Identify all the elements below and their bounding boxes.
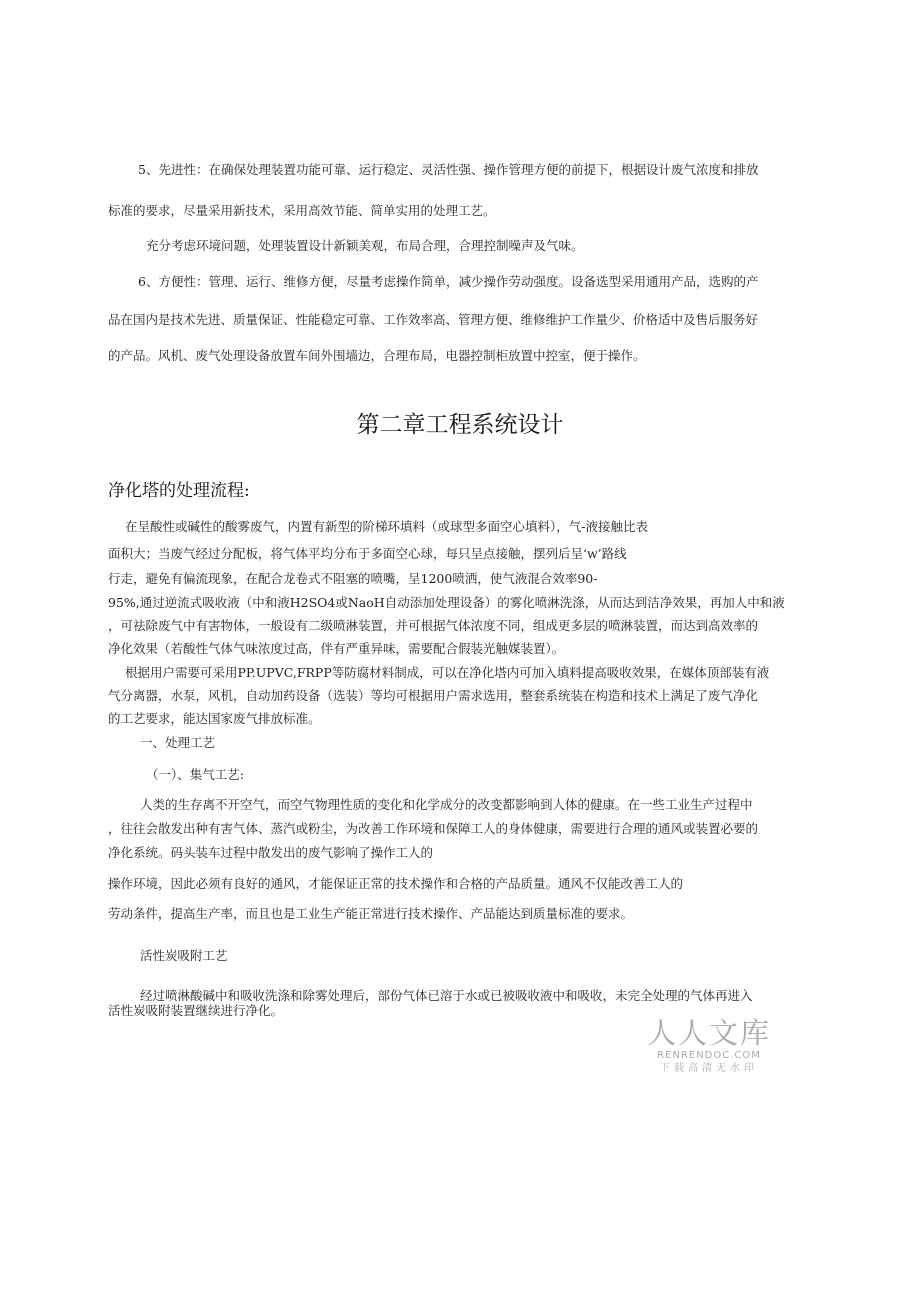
watermark-title: 人人文库 [646,1016,771,1050]
paragraph-process-line-5: ，可祛除废气中有害物体，一般设有二级喷淋装置，并可根据气体浓度不同，组成更多层的喷淋装置，而达到高效率的 [108,618,759,633]
paragraph-process-line-3: 行走，避免有偏流现象，在配合龙卷式不阻塞的喷嘴，呈1200喷洒，使气液混合效率90- [108,571,598,586]
watermark-subtitle: 下载高清无水印 [660,1063,758,1074]
paragraph-process-line-6: 净化效果（若酸性气体气味浓度过高，伴有严重异味，需要配合假装光触媒装置）。 [108,641,565,656]
heading-process: 一、处理工艺 [140,735,216,750]
paragraph-air-line-5: 劳动条件，提高生产率，而且也是工业生产能正常进行技术操作、产品能达到质量标准的要求。 [108,906,634,921]
paragraph-materials-line-3: 的工艺要求，能达国家废气排放标准。 [108,711,321,726]
paragraph-air-line-2: ，往往会散发出种有害气体、蒸汽或粉尘，为改善工作环境和保障工人的身体健康，需要进行合理的通风或装置必要的 [108,821,759,836]
paragraph-air-line-3: 净化系统。码头装车过程中散发出的废气影响了操作工人的 [108,845,434,860]
paragraph-environment: 充分考虑环境问题，处理装置设计新颖美观，布局合理，合理控制噪声及气味。 [146,238,584,253]
paragraph-materials-line-1: 根据用户需要可采用PP.UPVC,FRPP等防腐材料制成，可以在净化塔内可加入填料提高吸收效果，在媒体顶部装有液 [125,665,770,680]
heading-carbon: 活性炭吸附工艺 [140,948,228,963]
paragraph-advanced-line-2: 标准的要求，尽量采用新技术，采用高效节能、简单实用的处理工艺。 [108,203,496,218]
chapter-title: 第二章工程系统设计 [356,412,564,438]
watermark-logo [646,1016,772,1076]
section-title: 净化塔的处理流程: [108,481,250,501]
paragraph-carbon-line-2: 活性炭吸附装置继续进行净化。 [108,1003,284,1018]
paragraph-materials-line-2: 气分离器，水泵，风机，自动加药设备（选装）等均可根据用户需求选用，整套系统装在构造和技术上满足了废气净化 [108,688,759,703]
paragraph-advanced-line-1: 5、先进性：在确保处理装置功能可靠、运行稳定、灵活性强、操作管理方便的前提下，根据设计废气浓度和排放 [138,162,759,177]
paragraph-convenience-line-1: 6、方便性：管理、运行、维修方便，尽量考虑操作简单，减少操作劳动强度。设备选型采用通用产品，选购的产 [138,274,759,289]
paragraph-process-line-4: 95%,通过逆流式吸收液（中和液H2SO4或NaoH自动添加处理设备）的雾化喷淋洗涤，从而达到洁净效果，再加人中和液 [108,595,785,610]
paragraph-process-line-1: 在呈酸性或碱性的酸雾废气，内置有新型的阶梯环填料（或球型多面空心填料），气-液接触比表 [125,519,648,534]
paragraph-process-line-2: 面积大；当废气经过分配板，将气体平均分布于多面空心球，每只呈点接触，摆列后呈‘w’路线 [108,546,627,561]
paragraph-convenience-line-2: 品在国内是技术先进、质量保证、性能稳定可靠、工作效率高、管理方便、维修维护工作量少、价格适中及售后服务好 [108,312,759,327]
paragraph-convenience-line-3: 的产品。风机、废气处理设备放置车间外围墙边，合理布局，电器控制柜放置中控室，便于操作。 [108,348,646,363]
heading-gas-collection: （一）、集气工艺: [146,767,244,782]
paragraph-air-line-4: 操作环境，因此必须有良好的通风，才能保证正常的技术操作和合格的产品质量。通风不仅能改善工人的 [108,876,684,891]
paragraph-air-line-1: 人类的生存离不开空气，而空气物理性质的变化和化学成分的改变都影响到人体的健康。在一些工业生产过程中 [140,797,753,812]
paragraph-carbon-line-1: 经过喷淋酸碱中和吸收洗涤和除雾处理后，部份气体已溶于水或已被吸收液中和吸收，未完全处理的气体再进入 [140,988,753,1003]
watermark-url: RENRENDOC.COM [657,1050,761,1061]
